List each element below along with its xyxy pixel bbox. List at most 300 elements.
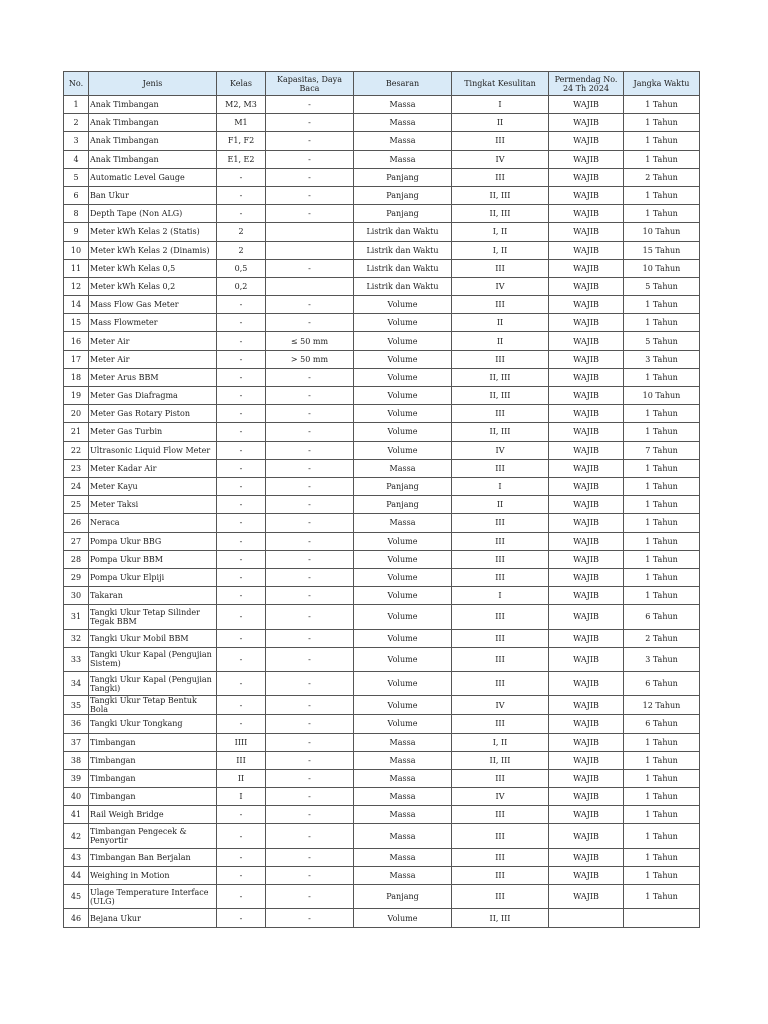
cell-tingkat-kesulitan: III [452, 769, 549, 787]
cell-jangka-waktu: 1 Tahun [624, 150, 700, 168]
cell-besaran: Volume [354, 715, 452, 733]
table-row [64, 277, 700, 295]
cell-jangka-waktu: 10 Tahun [624, 259, 700, 277]
cell-kelas: - [217, 696, 266, 715]
cell-besaran: Panjang [354, 186, 452, 204]
cell-permendag: WAJIB [549, 477, 624, 495]
cell-besaran: Panjang [354, 168, 452, 186]
table-row [64, 241, 700, 259]
cell-kapasitas: - [266, 186, 354, 204]
cell-no: 10 [64, 241, 89, 259]
cell-permendag: WAJIB [549, 733, 624, 751]
cell-permendag: WAJIB [549, 696, 624, 715]
header-jangka-waktu: Jangka Waktu [624, 72, 700, 96]
cell-jangka-waktu: 1 Tahun [624, 514, 700, 532]
cell-kelas: - [217, 332, 266, 350]
cell-besaran: Volume [354, 441, 452, 459]
cell-kelas: M2, M3 [217, 96, 266, 114]
cell-kapasitas: - [266, 885, 354, 909]
cell-kelas: - [217, 848, 266, 866]
cell-besaran: Volume [354, 387, 452, 405]
cell-no: 29 [64, 568, 89, 586]
cell-jangka-waktu: 1 Tahun [624, 550, 700, 568]
cell-jangka-waktu [624, 909, 700, 927]
cell-kelas: - [217, 824, 266, 848]
cell-permendag: WAJIB [549, 824, 624, 848]
header-permendag: Permendag No. 24 Th 2024 [549, 72, 624, 96]
table-row [64, 423, 700, 441]
cell-kapasitas: - [266, 788, 354, 806]
cell-jenis: Tangki Ukur Tongkang [89, 715, 217, 733]
cell-tingkat-kesulitan: II [452, 314, 549, 332]
cell-kapasitas: - [266, 441, 354, 459]
cell-kapasitas: - [266, 866, 354, 884]
cell-kelas: - [217, 629, 266, 647]
cell-jangka-waktu: 1 Tahun [624, 114, 700, 132]
cell-tingkat-kesulitan: III [452, 885, 549, 909]
cell-no: 44 [64, 866, 89, 884]
cell-besaran: Volume [354, 629, 452, 647]
cell-permendag: WAJIB [549, 168, 624, 186]
cell-besaran: Volume [354, 423, 452, 441]
cell-kelas: - [217, 885, 266, 909]
cell-tingkat-kesulitan: III [452, 647, 549, 671]
cell-jenis: Bejana Ukur [89, 909, 217, 927]
cell-jenis: Anak Timbangan [89, 96, 217, 114]
cell-kelas: - [217, 314, 266, 332]
cell-besaran: Massa [354, 751, 452, 769]
cell-besaran: Massa [354, 114, 452, 132]
cell-jenis: Tangki Ukur Tetap Bentuk Bola [89, 696, 217, 715]
table-row [64, 885, 700, 909]
cell-tingkat-kesulitan: III [452, 848, 549, 866]
cell-besaran: Massa [354, 769, 452, 787]
cell-no: 32 [64, 629, 89, 647]
cell-no: 9 [64, 223, 89, 241]
cell-jangka-waktu: 1 Tahun [624, 96, 700, 114]
cell-kelas: - [217, 568, 266, 586]
cell-tingkat-kesulitan: III [452, 629, 549, 647]
cell-besaran: Volume [354, 350, 452, 368]
cell-permendag: WAJIB [549, 296, 624, 314]
cell-permendag: WAJIB [549, 532, 624, 550]
cell-permendag: WAJIB [549, 672, 624, 696]
cell-no: 2 [64, 114, 89, 132]
cell-kapasitas: - [266, 496, 354, 514]
cell-kapasitas: - [266, 168, 354, 186]
cell-permendag: WAJIB [549, 223, 624, 241]
cell-jenis: Tangki Ukur Tetap Silinder Tegak BBM [89, 605, 217, 629]
header-besaran: Besaran [354, 72, 452, 96]
cell-tingkat-kesulitan: III [452, 168, 549, 186]
table-body [64, 96, 700, 928]
cell-no: 18 [64, 368, 89, 386]
table-row [64, 909, 700, 927]
cell-besaran: Massa [354, 96, 452, 114]
cell-besaran: Panjang [354, 205, 452, 223]
cell-kapasitas: - [266, 514, 354, 532]
cell-jenis: Timbangan [89, 733, 217, 751]
table-row [64, 387, 700, 405]
cell-jenis: Meter Gas Turbin [89, 423, 217, 441]
cell-kelas: - [217, 205, 266, 223]
cell-permendag: WAJIB [549, 751, 624, 769]
cell-kapasitas: - [266, 459, 354, 477]
cell-kelas: - [217, 423, 266, 441]
cell-kelas: E1, E2 [217, 150, 266, 168]
cell-jenis: Tangki Ukur Mobil BBM [89, 629, 217, 647]
cell-kapasitas: - [266, 205, 354, 223]
cell-permendag: WAJIB [549, 114, 624, 132]
cell-kapasitas: - [266, 696, 354, 715]
cell-tingkat-kesulitan: III [452, 459, 549, 477]
cell-besaran: Volume [354, 550, 452, 568]
cell-jangka-waktu: 1 Tahun [624, 769, 700, 787]
cell-jangka-waktu: 1 Tahun [624, 459, 700, 477]
table-row [64, 866, 700, 884]
cell-besaran: Panjang [354, 477, 452, 495]
table-row [64, 824, 700, 848]
cell-kelas: - [217, 550, 266, 568]
cell-tingkat-kesulitan: IV [452, 696, 549, 715]
cell-kapasitas: - [266, 769, 354, 787]
cell-tingkat-kesulitan: II, III [452, 909, 549, 927]
table-row [64, 368, 700, 386]
cell-kelas: - [217, 647, 266, 671]
cell-besaran: Listrik dan Waktu [354, 277, 452, 295]
table-row [64, 332, 700, 350]
header-jenis: Jenis [89, 72, 217, 96]
cell-tingkat-kesulitan: III [452, 672, 549, 696]
cell-jangka-waktu: 1 Tahun [624, 824, 700, 848]
cell-kelas: - [217, 496, 266, 514]
cell-jenis: Ban Ukur [89, 186, 217, 204]
cell-permendag: WAJIB [549, 441, 624, 459]
table-row [64, 751, 700, 769]
cell-no: 20 [64, 405, 89, 423]
cell-kelas: IIII [217, 733, 266, 751]
cell-kapasitas: - [266, 605, 354, 629]
cell-kapasitas: - [266, 296, 354, 314]
cell-permendag: WAJIB [549, 241, 624, 259]
table-row [64, 477, 700, 495]
cell-permendag: WAJIB [549, 459, 624, 477]
cell-tingkat-kesulitan: II, III [452, 368, 549, 386]
cell-kapasitas: - [266, 715, 354, 733]
header-kapasitas: Kapasitas, Daya Baca [266, 72, 354, 96]
cell-jangka-waktu: 15 Tahun [624, 241, 700, 259]
cell-tingkat-kesulitan: III [452, 550, 549, 568]
table-row [64, 114, 700, 132]
table-row [64, 629, 700, 647]
cell-kapasitas: - [266, 751, 354, 769]
cell-tingkat-kesulitan: III [452, 568, 549, 586]
cell-no: 1 [64, 96, 89, 114]
cell-jangka-waktu: 3 Tahun [624, 350, 700, 368]
cell-tingkat-kesulitan: IV [452, 150, 549, 168]
cell-besaran: Volume [354, 568, 452, 586]
cell-jenis: Meter kWh Kelas 0,5 [89, 259, 217, 277]
cell-kapasitas: - [266, 387, 354, 405]
table-row [64, 733, 700, 751]
cell-jenis: Meter Arus BBM [89, 368, 217, 386]
cell-kelas: - [217, 587, 266, 605]
cell-besaran: Listrik dan Waktu [354, 223, 452, 241]
cell-tingkat-kesulitan: II, III [452, 205, 549, 223]
cell-kapasitas: - [266, 405, 354, 423]
cell-kapasitas: - [266, 672, 354, 696]
table-row [64, 96, 700, 114]
regulation-table [63, 71, 700, 928]
cell-besaran: Massa [354, 150, 452, 168]
cell-jenis: Mass Flow Gas Meter [89, 296, 217, 314]
cell-tingkat-kesulitan: I [452, 587, 549, 605]
table-row [64, 496, 700, 514]
cell-no: 19 [64, 387, 89, 405]
cell-no: 30 [64, 587, 89, 605]
table-row [64, 532, 700, 550]
table-row [64, 788, 700, 806]
cell-jenis: Pompa Ukur BBM [89, 550, 217, 568]
table-row [64, 150, 700, 168]
cell-permendag: WAJIB [549, 885, 624, 909]
cell-kelas: - [217, 672, 266, 696]
cell-besaran: Massa [354, 788, 452, 806]
cell-permendag: WAJIB [549, 866, 624, 884]
table-row [64, 514, 700, 532]
cell-tingkat-kesulitan: III [452, 532, 549, 550]
cell-jangka-waktu: 10 Tahun [624, 223, 700, 241]
cell-kelas: - [217, 387, 266, 405]
cell-besaran: Volume [354, 696, 452, 715]
cell-permendag: WAJIB [549, 205, 624, 223]
table-row [64, 715, 700, 733]
table-row [64, 605, 700, 629]
cell-no: 16 [64, 332, 89, 350]
cell-no: 4 [64, 150, 89, 168]
cell-no: 43 [64, 848, 89, 866]
cell-jangka-waktu: 1 Tahun [624, 477, 700, 495]
cell-besaran: Volume [354, 314, 452, 332]
cell-no: 27 [64, 532, 89, 550]
cell-kapasitas: - [266, 824, 354, 848]
cell-besaran: Massa [354, 514, 452, 532]
table-row [64, 314, 700, 332]
cell-tingkat-kesulitan: I, II [452, 223, 549, 241]
cell-jenis: Tangki Ukur Kapal (Pengujian Tangki) [89, 672, 217, 696]
cell-no: 17 [64, 350, 89, 368]
cell-besaran: Massa [354, 806, 452, 824]
cell-no: 36 [64, 715, 89, 733]
header-row [64, 72, 700, 96]
cell-permendag [549, 909, 624, 927]
cell-kelas: - [217, 405, 266, 423]
cell-kapasitas: - [266, 647, 354, 671]
cell-permendag: WAJIB [549, 259, 624, 277]
cell-jenis: Anak Timbangan [89, 114, 217, 132]
cell-jangka-waktu: 6 Tahun [624, 715, 700, 733]
cell-jenis: Meter kWh Kelas 0,2 [89, 277, 217, 295]
cell-tingkat-kesulitan: III [452, 405, 549, 423]
cell-kapasitas: ≤ 50 mm [266, 332, 354, 350]
cell-jangka-waktu: 1 Tahun [624, 405, 700, 423]
cell-kapasitas [266, 277, 354, 295]
cell-kelas: III [217, 751, 266, 769]
cell-kapasitas: - [266, 568, 354, 586]
cell-kelas: - [217, 368, 266, 386]
cell-kelas: 0,2 [217, 277, 266, 295]
cell-permendag: WAJIB [549, 769, 624, 787]
cell-jenis: Weighing in Motion [89, 866, 217, 884]
cell-jenis: Pompa Ukur Elpiji [89, 568, 217, 586]
cell-tingkat-kesulitan: III [452, 715, 549, 733]
cell-kapasitas: - [266, 96, 354, 114]
cell-besaran: Massa [354, 848, 452, 866]
cell-permendag: WAJIB [549, 848, 624, 866]
cell-kapasitas: - [266, 423, 354, 441]
cell-jangka-waktu: 1 Tahun [624, 806, 700, 824]
cell-kelas: - [217, 168, 266, 186]
cell-permendag: WAJIB [549, 788, 624, 806]
cell-permendag: WAJIB [549, 277, 624, 295]
cell-jangka-waktu: 6 Tahun [624, 605, 700, 629]
cell-kapasitas: - [266, 848, 354, 866]
cell-kelas: - [217, 909, 266, 927]
table-row [64, 186, 700, 204]
cell-permendag: WAJIB [549, 368, 624, 386]
cell-tingkat-kesulitan: III [452, 514, 549, 532]
cell-jenis: Meter Gas Diafragma [89, 387, 217, 405]
cell-tingkat-kesulitan: III [452, 806, 549, 824]
cell-jenis: Depth Tape (Non ALG) [89, 205, 217, 223]
cell-kapasitas: - [266, 259, 354, 277]
table-row [64, 441, 700, 459]
cell-kelas: - [217, 296, 266, 314]
table-row [64, 350, 700, 368]
table-row [64, 223, 700, 241]
cell-jangka-waktu: 5 Tahun [624, 332, 700, 350]
cell-kapasitas: - [266, 150, 354, 168]
cell-jenis: Timbangan [89, 769, 217, 787]
header-kelas: Kelas [217, 72, 266, 96]
table-row [64, 848, 700, 866]
cell-kelas: 2 [217, 223, 266, 241]
cell-jangka-waktu: 2 Tahun [624, 629, 700, 647]
cell-tingkat-kesulitan: III [452, 296, 549, 314]
table-row [64, 405, 700, 423]
cell-no: 41 [64, 806, 89, 824]
cell-no: 24 [64, 477, 89, 495]
table-row [64, 550, 700, 568]
cell-jangka-waktu: 1 Tahun [624, 866, 700, 884]
cell-no: 39 [64, 769, 89, 787]
cell-kapasitas: - [266, 132, 354, 150]
cell-no: 45 [64, 885, 89, 909]
cell-no: 37 [64, 733, 89, 751]
cell-jenis: Ulage Temperature Interface (ULG) [89, 885, 217, 909]
cell-kapasitas: - [266, 477, 354, 495]
cell-tingkat-kesulitan: III [452, 259, 549, 277]
cell-besaran: Volume [354, 605, 452, 629]
cell-besaran: Volume [354, 909, 452, 927]
cell-jangka-waktu: 1 Tahun [624, 496, 700, 514]
cell-kelas: - [217, 477, 266, 495]
cell-kelas: II [217, 769, 266, 787]
cell-jenis: Meter Air [89, 332, 217, 350]
cell-tingkat-kesulitan: IV [452, 441, 549, 459]
cell-kelas: - [217, 715, 266, 733]
cell-jenis: Meter kWh Kelas 2 (Dinamis) [89, 241, 217, 259]
table-row [64, 132, 700, 150]
cell-jangka-waktu: 1 Tahun [624, 296, 700, 314]
cell-jangka-waktu: 1 Tahun [624, 751, 700, 769]
cell-kapasitas: - [266, 806, 354, 824]
cell-kapasitas [266, 223, 354, 241]
cell-tingkat-kesulitan: II [452, 114, 549, 132]
cell-no: 11 [64, 259, 89, 277]
cell-kelas: - [217, 532, 266, 550]
cell-jangka-waktu: 10 Tahun [624, 387, 700, 405]
cell-tingkat-kesulitan: III [452, 605, 549, 629]
cell-no: 14 [64, 296, 89, 314]
cell-jangka-waktu: 1 Tahun [624, 205, 700, 223]
cell-jangka-waktu: 1 Tahun [624, 848, 700, 866]
cell-no: 26 [64, 514, 89, 532]
cell-permendag: WAJIB [549, 150, 624, 168]
cell-permendag: WAJIB [549, 132, 624, 150]
table-row [64, 205, 700, 223]
cell-besaran: Massa [354, 132, 452, 150]
table-row [64, 587, 700, 605]
cell-jenis: Timbangan [89, 788, 217, 806]
cell-no: 34 [64, 672, 89, 696]
cell-permendag: WAJIB [549, 96, 624, 114]
table-row [64, 259, 700, 277]
cell-kelas: - [217, 514, 266, 532]
cell-jenis: Meter Air [89, 350, 217, 368]
cell-kelas: - [217, 186, 266, 204]
cell-besaran: Volume [354, 332, 452, 350]
cell-no: 15 [64, 314, 89, 332]
cell-jangka-waktu: 1 Tahun [624, 423, 700, 441]
cell-permendag: WAJIB [549, 186, 624, 204]
cell-no: 5 [64, 168, 89, 186]
cell-jenis: Neraca [89, 514, 217, 532]
cell-kapasitas: - [266, 368, 354, 386]
cell-besaran: Volume [354, 368, 452, 386]
cell-jangka-waktu: 1 Tahun [624, 587, 700, 605]
cell-jangka-waktu: 1 Tahun [624, 368, 700, 386]
header-tingkat-kesulitan: Tingkat Kesulitan [452, 72, 549, 96]
cell-jenis: Timbangan [89, 751, 217, 769]
cell-jenis: Rail Weigh Bridge [89, 806, 217, 824]
cell-permendag: WAJIB [549, 806, 624, 824]
cell-jangka-waktu: 6 Tahun [624, 672, 700, 696]
cell-tingkat-kesulitan: I [452, 96, 549, 114]
cell-jangka-waktu: 1 Tahun [624, 186, 700, 204]
cell-tingkat-kesulitan: IV [452, 277, 549, 295]
cell-besaran: Panjang [354, 496, 452, 514]
cell-kapasitas: - [266, 532, 354, 550]
cell-kelas: M1 [217, 114, 266, 132]
cell-besaran: Massa [354, 824, 452, 848]
cell-jenis: Ultrasonic Liquid Flow Meter [89, 441, 217, 459]
table-row [64, 647, 700, 671]
cell-kelas: I [217, 788, 266, 806]
cell-permendag: WAJIB [549, 550, 624, 568]
cell-kapasitas: > 50 mm [266, 350, 354, 368]
cell-jangka-waktu: 1 Tahun [624, 532, 700, 550]
